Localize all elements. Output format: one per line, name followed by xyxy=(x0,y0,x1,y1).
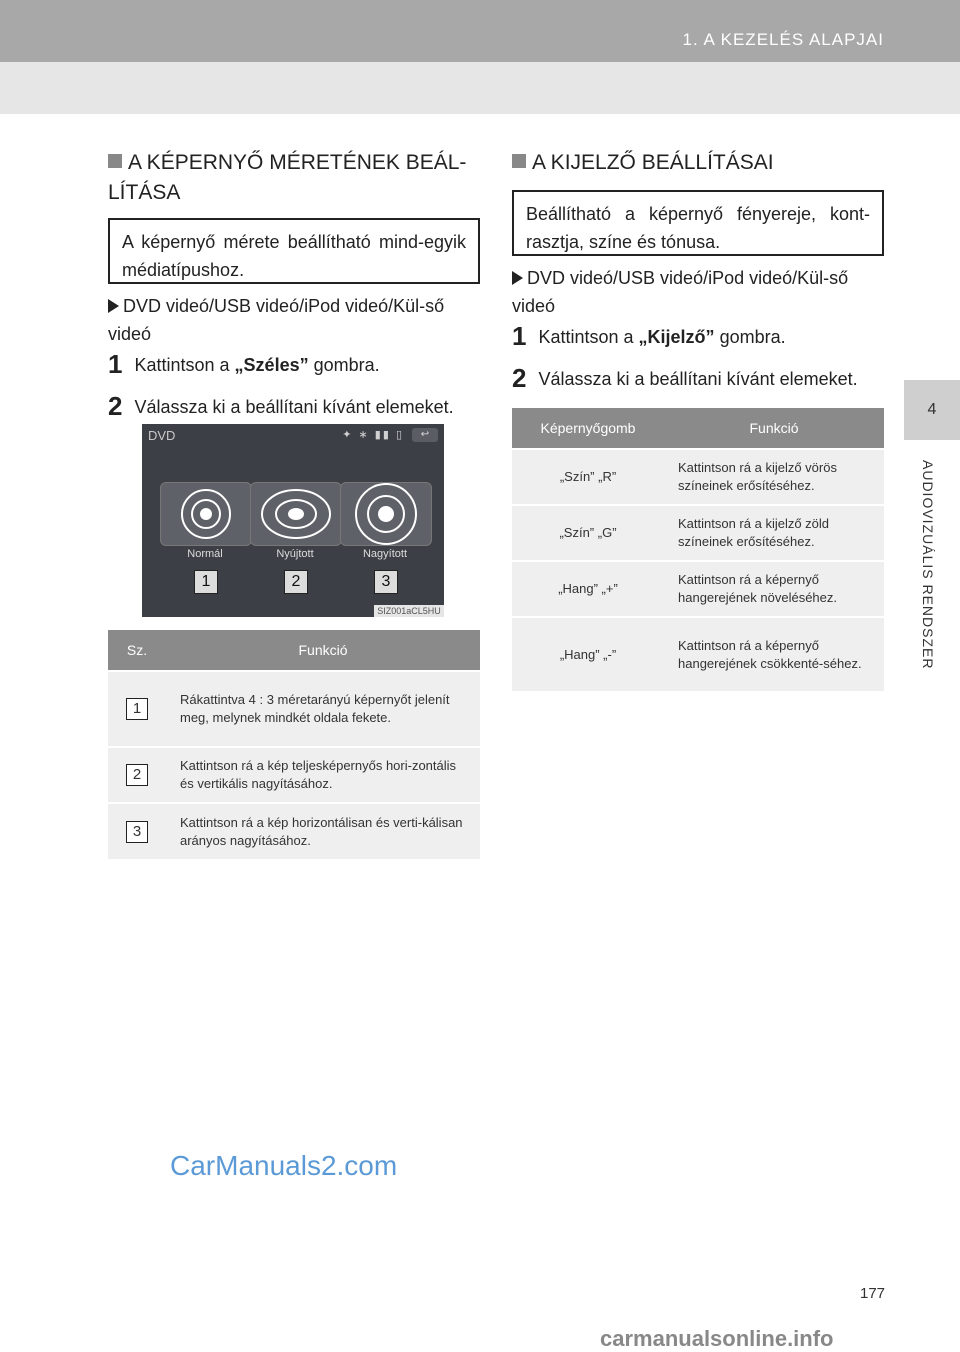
right-step-2: 2 Válassza ki a beállítani kívánt elemeket. xyxy=(512,363,858,393)
row-button: „Hang” „+” xyxy=(512,561,664,617)
header-sub-bar xyxy=(0,62,960,114)
row-button: „Szín” „G” xyxy=(512,505,664,561)
row-button: „Hang” „-” xyxy=(512,617,664,691)
table-row xyxy=(512,561,884,617)
right-info-box: Beállítható a képernyő fényereje, kont-rasztja, színe és tónusa. xyxy=(512,190,884,256)
row-text: Kattintson rá a kép horizontálisan és verti-kálisan arányos nagyításához. xyxy=(166,803,480,859)
row-number: 3 xyxy=(126,821,148,843)
row-text: Kattintson rá a képernyő hangerejének csökkenté-séhez. xyxy=(664,617,884,691)
arrow-right-icon xyxy=(108,299,119,313)
table-row xyxy=(512,505,884,561)
right-section-title: A KIJELZŐ BEÁLLÍTÁSAI xyxy=(512,148,892,178)
label-stretch: Nyújtott xyxy=(276,548,314,560)
row-text: Kattintson rá a kijelző vörös színeinek erősítéséhez. xyxy=(664,449,884,505)
image-code: SIZ001aCL5HU xyxy=(374,605,444,617)
col-header-button: Képernyőgomb xyxy=(512,408,664,449)
col-header-function: Funkció xyxy=(166,630,480,671)
right-media-item: DVD videó/USB videó/iPod videó/Kül-ső videó xyxy=(512,268,849,316)
section-bullet-icon xyxy=(108,154,122,168)
screen-title: DVD xyxy=(148,428,176,443)
zoom-option xyxy=(340,482,432,546)
left-info-box: A képernyő mérete beállítható mind-egyik médiatípushoz. xyxy=(108,218,480,284)
left-step-2: 2 Válassza ki a beállítani kívánt elemeket. xyxy=(108,391,454,421)
normal-option xyxy=(160,482,252,546)
col-header-function: Funkció xyxy=(664,408,884,449)
section-bullet-icon xyxy=(512,154,526,168)
left-media-item: DVD videó/USB videó/iPod videó/Kül-ső videó xyxy=(108,296,445,344)
label-zoom: Nagyított xyxy=(362,548,408,560)
table-row xyxy=(512,449,884,505)
callout-2: 2 xyxy=(284,570,308,594)
side-tab-number: 4 xyxy=(904,380,960,440)
row-number: 1 xyxy=(126,698,148,720)
left-section-title: A KÉPERNYŐ MÉRETÉNEK BEÁL-LÍTÁSA xyxy=(108,151,467,204)
side-tab-label: AUDIOVIZUÁLIS RENDSZER xyxy=(920,460,936,670)
row-text: Rákattintva 4 : 3 méretarányú képernyőt jelenít meg, melynek mindkét oldala fekete. xyxy=(166,671,480,747)
label-normal: Normál xyxy=(187,548,223,560)
left-table xyxy=(108,630,480,859)
back-icon: ↩ xyxy=(412,428,438,442)
watermark-carmanualsonline: carmanualsonline.info xyxy=(600,1326,834,1351)
table-row xyxy=(108,747,480,803)
row-text: Kattintson rá a kép teljesképernyős hori-zontális és vertikális nagyításához. xyxy=(166,747,480,803)
stretch-option xyxy=(250,482,342,546)
table-row xyxy=(512,617,884,691)
callout-3: 3 xyxy=(374,570,398,594)
col-header-num: Sz. xyxy=(108,630,166,671)
page-number: 177 xyxy=(860,1285,886,1302)
row-text: Kattintson rá a képernyő hangerejének növeléséhez. xyxy=(664,561,884,617)
arrow-right-icon xyxy=(512,271,523,285)
chapter-title: 1. A KEZELÉS ALAPJAI xyxy=(682,30,884,49)
left-step-1: 1 Kattintson a „Széles” gombra. xyxy=(108,349,380,379)
watermark-carmanuals2: CarManuals2.com xyxy=(170,1150,398,1181)
row-button: „Szín” „R” xyxy=(512,449,664,505)
status-icons: ✦ ∗ ▮▮ ▯ xyxy=(342,429,404,441)
row-text: Kattintson rá a kijelző zöld színeinek erősítéséhez. xyxy=(664,505,884,561)
right-step-1: 1 Kattintson a „Kijelző” gombra. xyxy=(512,321,786,351)
table-row xyxy=(108,671,480,747)
callout-1: 1 xyxy=(194,570,218,594)
row-number: 2 xyxy=(126,764,148,786)
table-row xyxy=(108,803,480,859)
dvd-screen-image xyxy=(142,424,444,617)
right-table xyxy=(512,408,884,691)
